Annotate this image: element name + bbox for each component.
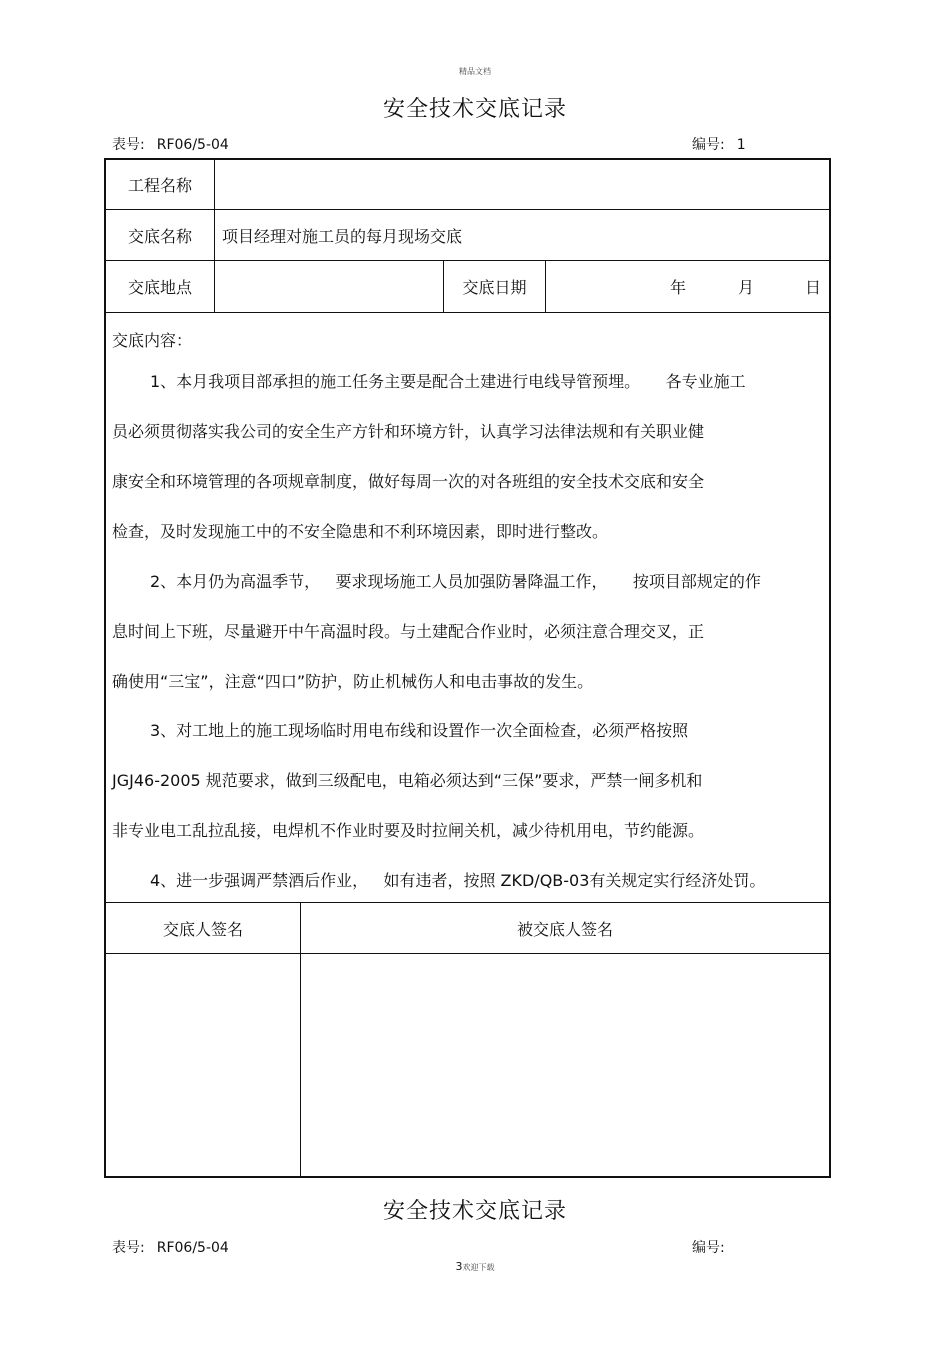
- serial-number-label: 编号:: [692, 137, 725, 153]
- location-field[interactable]: [222, 261, 437, 312]
- footer-text: 欢迎下载: [462, 1263, 495, 1272]
- date-year[interactable]: 年: [670, 278, 687, 297]
- briefing-name-field[interactable]: 项目经理对施工员的每月现场交底: [222, 226, 463, 246]
- date-label: 交底日期: [462, 278, 527, 297]
- content-line: 康安全和环境管理的各项规章制度，做好每周一次的对各班组的安全技术交底和安全: [112, 472, 705, 491]
- content-label: 交底内容：: [112, 331, 193, 350]
- table-number: [112, 134, 229, 154]
- briefer-signature-label: 交底人签名: [162, 919, 243, 939]
- project-name-label: 工程名称: [127, 176, 192, 195]
- page-number: 3: [455, 1260, 463, 1273]
- receiver-signature-area[interactable]: [301, 954, 829, 1176]
- second-table-number-label: 表号:: [112, 1240, 145, 1256]
- page-footer: [0, 1260, 950, 1273]
- date-month[interactable]: 月: [738, 278, 755, 297]
- project-name-field[interactable]: [222, 160, 822, 209]
- column-divider: [545, 260, 546, 313]
- briefer-signature-area[interactable]: [106, 954, 300, 1176]
- second-serial-number: [692, 1237, 737, 1257]
- location-label: 交底地点: [127, 278, 192, 297]
- second-table-number-value: RF06/5-04: [156, 1240, 229, 1256]
- briefing-name-label: 交底名称: [127, 226, 192, 246]
- table-border-right: [829, 158, 831, 1178]
- table-number-label: 表号:: [112, 137, 145, 153]
- serial-number: [692, 134, 746, 154]
- date-day[interactable]: 日: [805, 278, 822, 297]
- content-line: 4、进一步强调严禁酒后作业， 如有违者，按照 ZKD/QB-03有关规定实行经济处罚。: [150, 871, 766, 890]
- second-table-number: [112, 1237, 229, 1257]
- column-divider: [214, 158, 215, 313]
- table-number-value: RF06/5-04: [156, 137, 229, 153]
- second-form-title: 安全技术交底记录: [382, 1199, 567, 1224]
- content-line: 检查，及时发现施工中的不安全隐患和不利环境因素，即时进行整改。: [112, 522, 609, 541]
- content-line: 员必须贯彻落实我公司的安全生产方针和环境方针，认真学习法律法规和有关职业健: [112, 422, 705, 441]
- receiver-signature-label: 被交底人签名: [516, 919, 613, 939]
- content-line: JGJ46-2005 规范要求，做到三级配电，电箱必须达到“三保”要求，严禁一闸多机和: [112, 771, 703, 790]
- second-serial-number-label: 编号:: [692, 1240, 725, 1256]
- page-title: 安全技术交底记录: [382, 97, 567, 122]
- content-line: 2、本月仍为高温季节， 要求现场施工人员加强防暑降温工作， 按项目部规定的作: [150, 572, 761, 591]
- content-line: 确使用“三宝”，注意“四口”防护，防止机械伤人和电击事故的发生。: [112, 672, 594, 691]
- content-line: 1、本月我项目部承担的施工任务主要是配合土建进行电线导管预埋。 各专业施工: [150, 372, 746, 391]
- content-line: 息时间上下班，尽量避开中午高温时段。与土建配合作业时，必须注意合理交叉，正: [112, 622, 705, 641]
- watermark-top: 精品文档: [459, 67, 491, 76]
- table-border-bottom: [104, 1176, 831, 1178]
- content-line: 3、对工地上的施工现场临时用电布线和设置作一次全面检查，必须严格按照: [150, 721, 689, 740]
- serial-number-value: 1: [736, 137, 746, 153]
- content-line: 非专业电工乱拉乱接，电焊机不作业时要及时拉闸关机，减少待机用电，节约能源。: [112, 821, 705, 840]
